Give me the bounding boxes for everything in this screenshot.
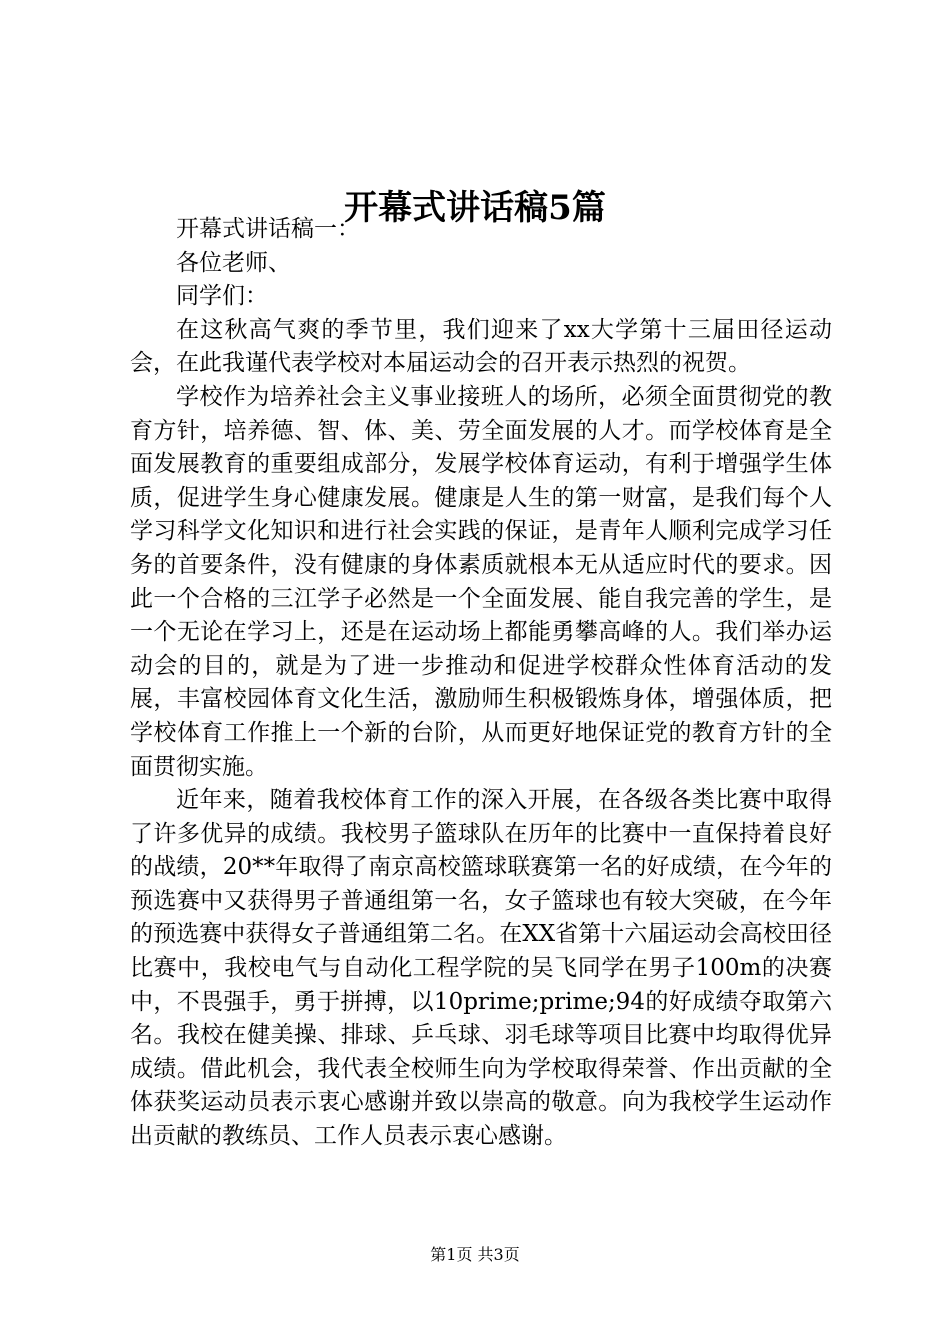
salutation-line: 同学们： <box>176 283 268 310</box>
body-paragraph: 学校作为培养社会主义事业接班人的场所，必须全面贯彻党的教育方针，培养德、智、体、美、劳全面发展的人才。而学校体育是全面发展教育的重要组成部分，发展学校体育运动，有利于增强学生体质，促进学生身心健康发展。健康是人生的第一财富，是我们每个人学习科学文化知识和进行社会实践的保证，是青年人顺利完成学习任务的首要条件，没有健康的身体素质就根本无从适应时代的要求。因此一个合格的三江学子必然是一个全面发展、能自我完善的学生，是一个无论在学习上，还是在运动场上都能勇攀高峰的人。我们举办运动会的目的，就是为了进一步推动和促进学校群众性体育活动的发展，丰富校园体育文化生活，激励师生积极锻炼身体，增强体质，把学校体育工作推上一个新的台阶，从而更好地保证党的教育方针的全面贯彻实施。 <box>130 383 832 780</box>
page-number: 第1页 共3页 <box>430 1245 520 1264</box>
salutation-line: 各位老师、 <box>176 249 291 276</box>
section-heading: 开幕式讲话稿一： <box>176 216 360 242</box>
page-title: 开幕式讲话稿5篇 <box>344 188 606 228</box>
document-body <box>130 213 832 1154</box>
body-paragraph: 在这秋高气爽的季节里，我们迎来了xx大学第十三届田径运动会，在此我谨代表学校对本届运动会的召开表示热烈的祝贺。 <box>130 316 832 377</box>
body-paragraph: 近年来，随着我校体育工作的深入开展，在各级各类比赛中取得了许多优异的成绩。我校男子篮球队在历年的比赛中一直保持着良好的战绩，20**年取得了南京高校篮球联赛第一名的好成绩，在今年的预选赛中又获得男子普通组第一名，女子篮球也有较大突破，在今年的预选赛中获得女子普通组第二名。在XX省第十六届运动会高校田径比赛中，我校电气与自动化工程学院的吴飞同学在男子100m的决赛中，不畏强手，勇于拼搏，以10prime;prime;94的好成绩夺取第六名。我校在健美操、排球、乒乓球、羽毛球等项目比赛中均取得优异成绩。借此机会，我代表全校师生向为学校取得荣誉、作出贡献的全体获奖运动员表示衷心感谢并致以崇高的敬意。向为我校学生运动作出贡献的教练员、工作人员表示衷心感谢。 <box>130 787 832 1150</box>
